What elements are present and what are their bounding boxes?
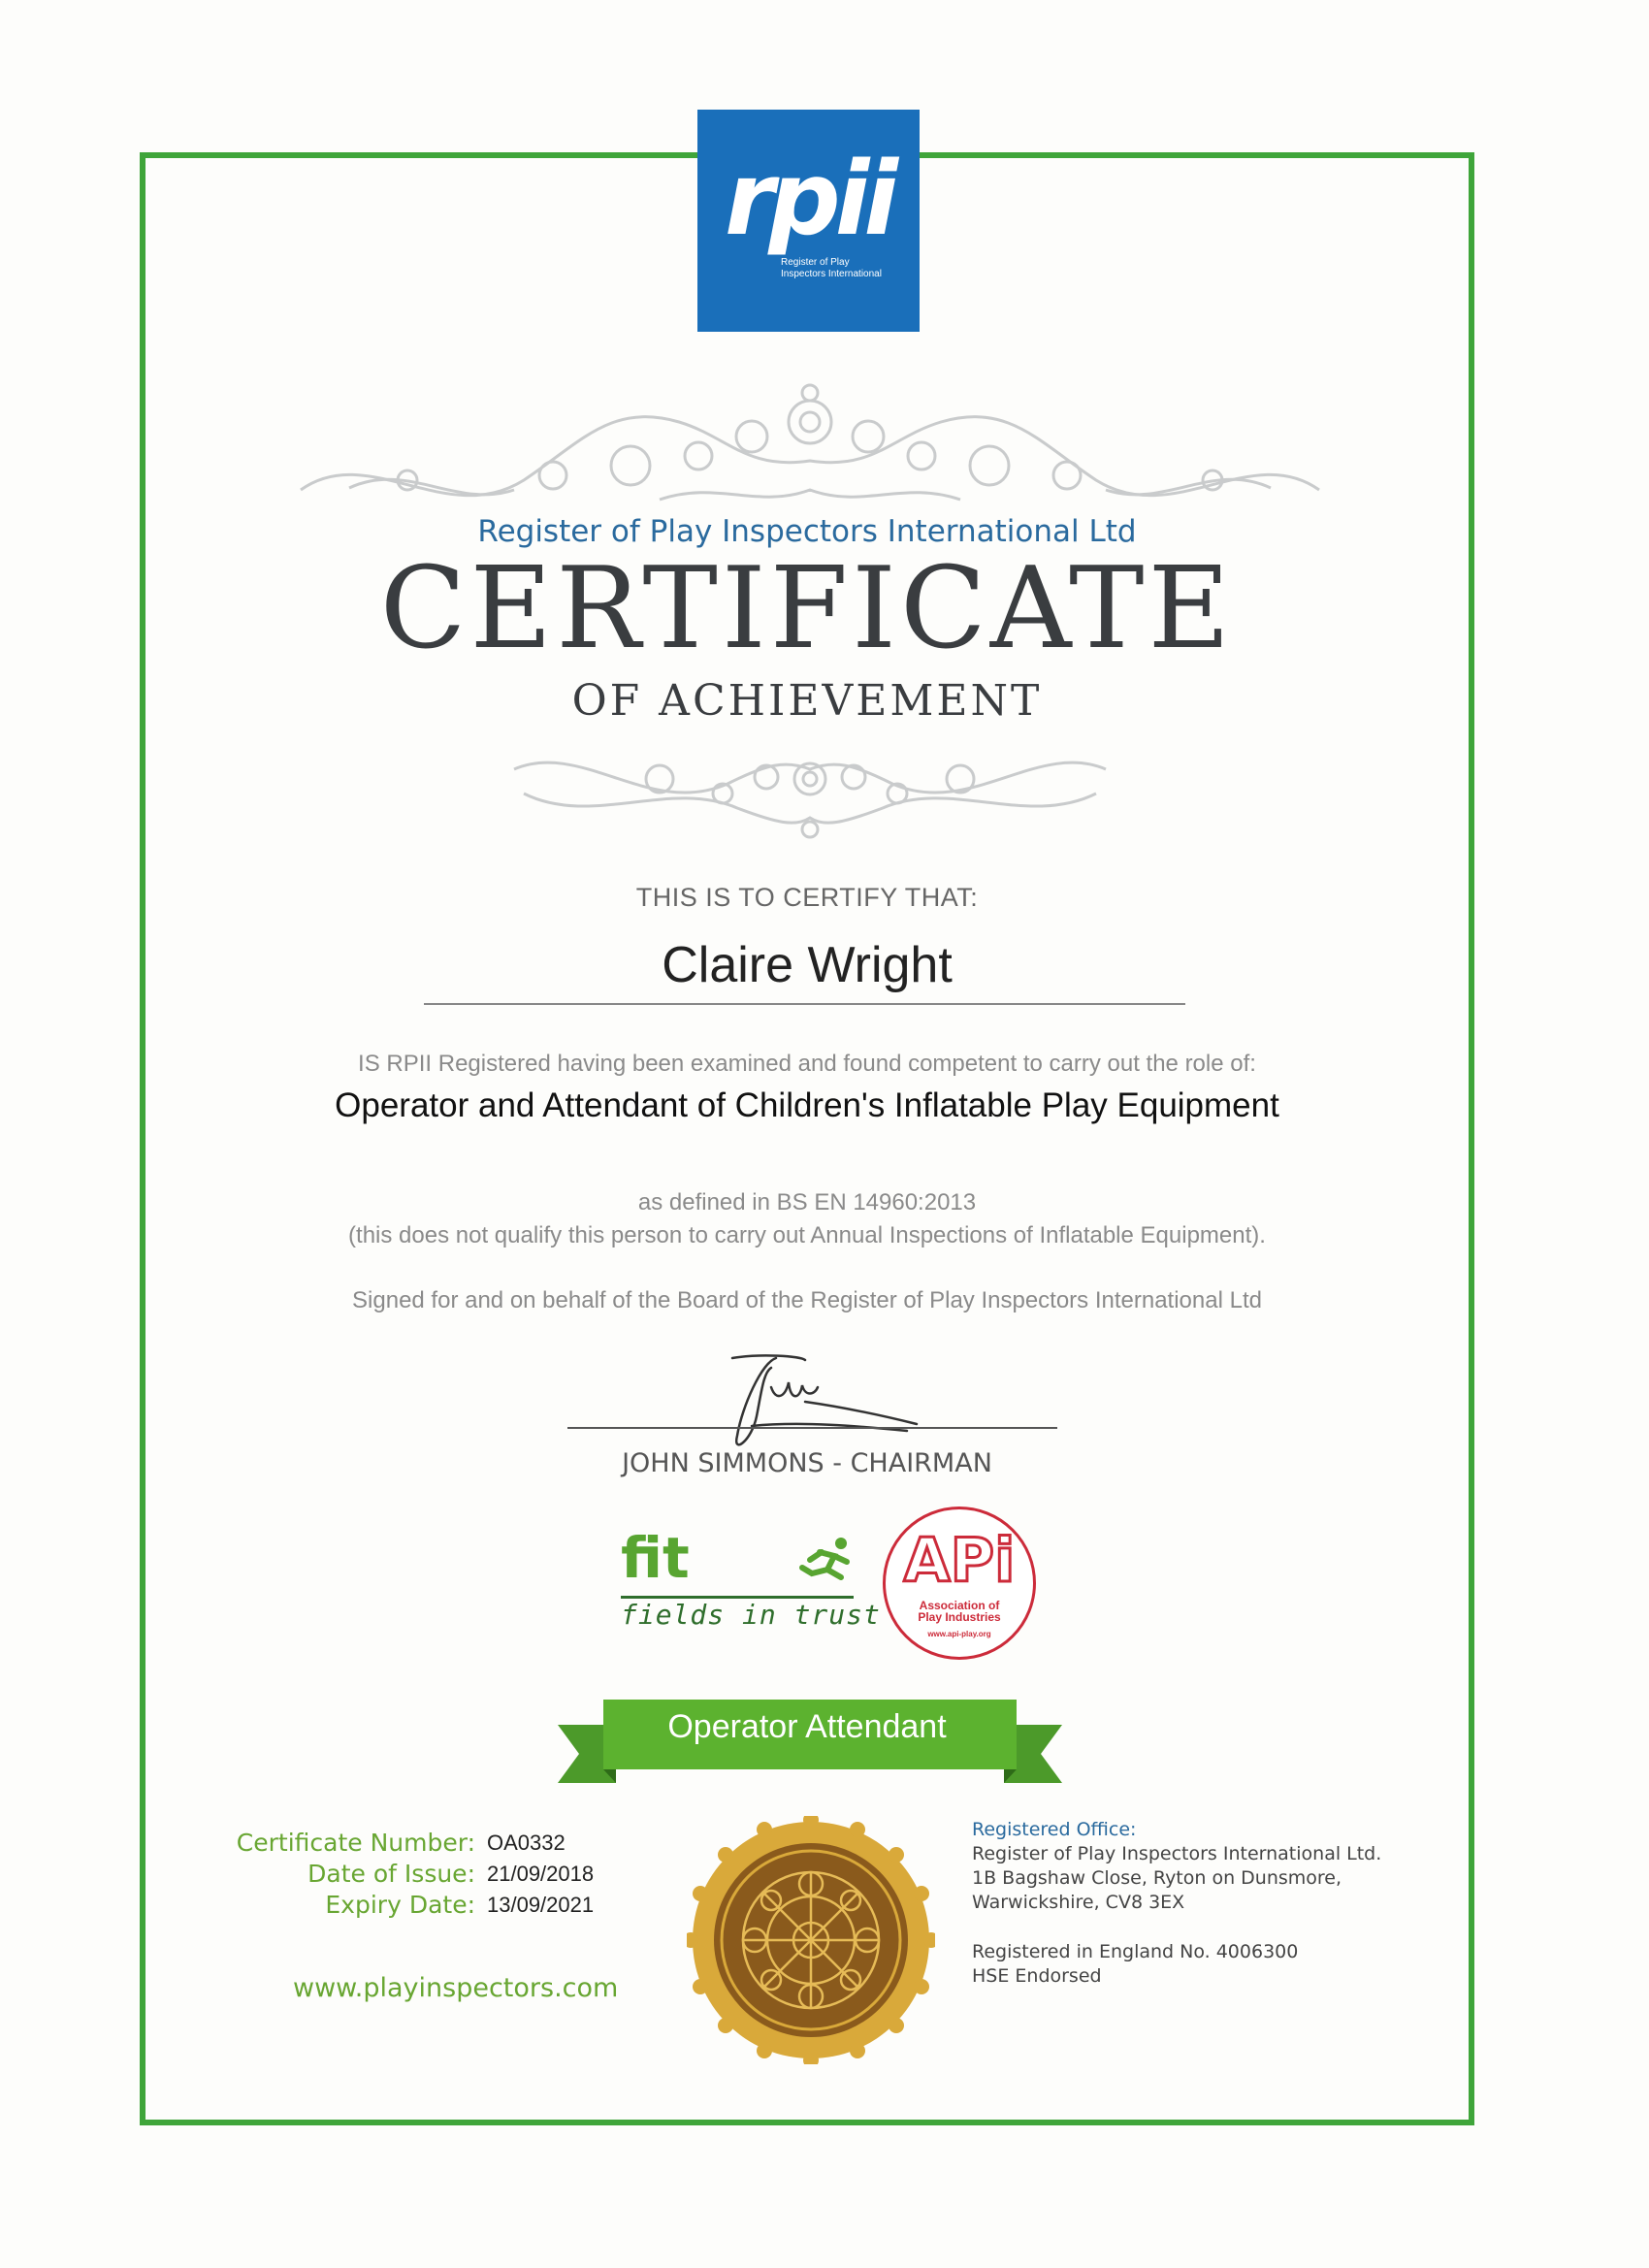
competence-statement: IS RPII Registered having been examined and found competent to carry out the role of:: [358, 1051, 1256, 1077]
office-line1: Register of Play Inspectors International Ltd.: [972, 1843, 1382, 1864]
recipient-name: Claire Wright: [662, 937, 953, 993]
office-line3: Warwickshire, CV8 3EX: [972, 1892, 1185, 1913]
api-letters-graphic: [902, 1523, 1017, 1595]
fit-tagline: fields in trust: [621, 1599, 881, 1631]
issue-date-label: Date of Issue:: [307, 1860, 475, 1888]
certify-intro: THIS IS TO CERTIFY THAT:: [635, 883, 979, 912]
signature-image: [694, 1348, 926, 1455]
rpii-logo: [697, 110, 920, 332]
expiry-date-label: Expiry Date:: [325, 1891, 475, 1919]
office-spacer: [972, 1915, 1438, 1940]
gold-seal: [687, 1816, 935, 2064]
runner-icon: [791, 1535, 858, 1583]
api-url: www.api-play.org: [927, 1630, 991, 1638]
name-underline: [424, 1003, 1185, 1005]
issue-date: 21/09/2018: [487, 1862, 595, 1886]
logo-subtitle-line2: Inspectors International: [781, 269, 882, 279]
expiry-date: 13/09/2021: [487, 1893, 595, 1917]
certified-role: Operator and Attendant of Children's Inflatable Play Equipment: [335, 1086, 1279, 1124]
office-heading: Registered Office:: [972, 1819, 1137, 1840]
api-letters: APi: [903, 1525, 1016, 1595]
disclaimer-text: (this does not qualify this person to carry out Annual Inspections of Inflatable Equipment).: [348, 1222, 1266, 1248]
standard-text: as defined in BS EN 14960:2013: [637, 1189, 977, 1215]
signed-statement: Signed for and on behalf of the Board of the Register of Play Inspectors International Ltd: [352, 1287, 1262, 1313]
registered-office: [972, 1818, 1438, 1989]
standard-reference: [140, 1186, 1474, 1252]
top-flourish-ornament: [291, 383, 1329, 529]
certificate-number: OA0332: [487, 1831, 566, 1855]
logo-subtitle-line1: Register of Play: [781, 257, 850, 268]
certificate-number-label: Certificate Number:: [236, 1829, 475, 1857]
api-name-line2: Play Industries: [918, 1610, 1001, 1624]
organisation-name: Register of Play Inspectors International Ltd: [477, 514, 1137, 549]
api-name-line1: Association of: [919, 1599, 1000, 1612]
hse-endorsement: HSE Endorsed: [972, 1965, 1102, 1987]
website-link[interactable]: www.playinspectors.com: [293, 1973, 619, 2003]
ribbon-label: Operator Attendant: [667, 1708, 947, 1745]
signatory-name: JOHN SIMMONS - CHAIRMAN: [622, 1448, 992, 1478]
bottom-flourish-ornament: [504, 740, 1116, 847]
api-name: [886, 1600, 1033, 1623]
registration-number: Registered in England No. 4006300: [972, 1941, 1299, 1962]
logo-brand: rpii: [724, 140, 893, 258]
certificate-title: CERTIFICATE: [379, 543, 1235, 674]
certificate-details: [194, 1828, 475, 1921]
logo-subtitle: [781, 257, 897, 280]
office-line2: 1B Bagshaw Close, Ryton on Dunsmore,: [972, 1867, 1342, 1889]
certificate-subtitle: OF ACHIEVEMENT: [571, 676, 1043, 726]
api-logo: [883, 1507, 1036, 1660]
fit-wordmark: fit: [621, 1525, 690, 1591]
signature-line: [567, 1427, 1057, 1429]
